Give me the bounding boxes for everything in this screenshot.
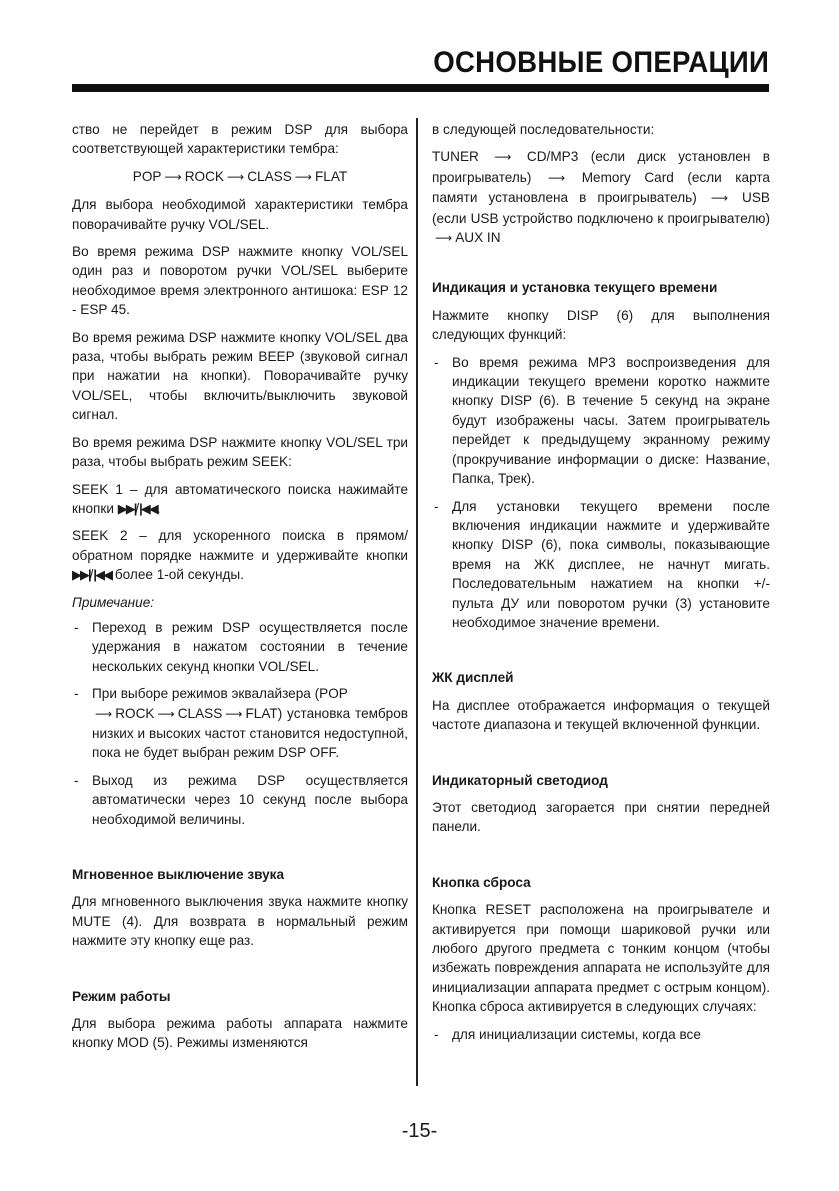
- mode-item: TUNER: [432, 149, 492, 165]
- mode-sequence: [432, 147, 770, 248]
- arrow-right-icon: ⟶: [226, 169, 245, 184]
- list-item: - Выход из режима DSP осуществляется автоматически через 10 секунд после выбора необходимой величины.: [74, 772, 408, 827]
- list-item-text: для инициализации системы, когда все: [452, 1026, 701, 1042]
- seq-item: ROCK: [115, 705, 155, 721]
- paragraph: Этот светодиод загорается при снятии передней панели.: [432, 799, 770, 835]
- reset-list: [432, 1025, 770, 1044]
- next-track-icon: ▶▶|: [117, 500, 136, 516]
- seek1-text: SEEK 1 – для автоматического поиска нажимайте кнопки: [72, 481, 408, 516]
- seq-item: ROCK: [184, 168, 224, 184]
- time-list: [432, 353, 770, 633]
- paragraph: Для выбора необходимой характеристики тембра поворачивайте ручку VOL/SEL.: [72, 197, 408, 232]
- seek2-text: SEEK 2 – для ускоренного поиска в прямом/обратном порядке нажмите и удерживайте кнопки: [72, 528, 408, 563]
- list-item-text: Переход в режим DSP осуществляется после удержания в нажатом состоянии в течение нескольких секунд кнопки VOL/SEL.: [92, 619, 408, 674]
- paragraph: Для мгновенного выключения звука нажмите кнопку MUTE (4). Для возврата в нормальный режим нажмите эту кнопку еще раз.: [72, 894, 408, 949]
- section-heading-mute: Мгновенное выключение звука: [72, 867, 285, 882]
- list-item: - При выборе режимов эквалайзера (POP ⟶ ROCK ⟶ CLASS ⟶ FLAT) установка тембров низких и высоких частот становится недоступной, пока не будет выбран режим DSP OFF.: [74, 686, 408, 761]
- note-list: [72, 618, 408, 829]
- seq-item: FLAT): [245, 705, 283, 721]
- arrow-right-icon: ⟶: [164, 169, 182, 184]
- mode-item: Memory Card (если карта памяти установлена в проигрыватель): [432, 169, 770, 206]
- paragraph: в следующей последовательности:: [432, 122, 655, 137]
- list-item-text: При выборе режимов эквалайзера (POP: [92, 686, 348, 702]
- section-heading-time: Индикация и установка текущего времени: [432, 280, 718, 296]
- list-item-text: Для установки текущего времени после включения индикации нажмите и удерживайте кнопку DISP (6), пока символы, показывающие время на ЖК дисплее, не начнут мигать. Последовательным нажатием на кнопки +/- пульта ДУ или поворотом ручки (3) установите необходимое значение времени.: [452, 498, 770, 630]
- paragraph: Во время режима DSP нажмите кнопку VOL/SEL три раза, чтобы выбрать режим SEEK:: [72, 434, 408, 470]
- paragraph: Во время режима DSP нажмите кнопку VOL/SEL два раза, чтобы выбрать режим BEEP (звуковой сигнал при нажатии на кнопки). Поворачивайте ручку VOL/SEL, чтобы включить/выключить звуковой сигнал.: [72, 329, 408, 423]
- list-item-text: Во время режима MP3 воспроизведения для индикации текущего времени коротко нажмите кнопку DISP (6). В течение 5 секунд на экране будут изображены часы. Затем проигрыватель перейдет к предыдущему экранному режиму (прокручивание информации о диске: Название, Папка, Трек).: [452, 354, 770, 487]
- previous-track-icon: |◀◀: [93, 567, 112, 583]
- mode-item: USB (если USB устройство подключено к проигрывателю): [432, 190, 770, 226]
- arrow-right-icon: ⟶: [547, 170, 566, 185]
- arrow-right-icon: ⟶: [225, 706, 243, 721]
- header-rule: [72, 84, 769, 92]
- list-item-text: установка тембров низких и высоких частот становится недоступной, пока не будет выбран режим DSP OFF.: [92, 705, 408, 761]
- list-item: - Переход в режим DSP осуществляется после удержания в нажатом состоянии в течение нескольких секунд кнопки VOL/SEL.: [74, 619, 408, 674]
- arrow-right-icon: ⟶: [95, 706, 113, 721]
- arrow-right-icon: ⟶: [294, 169, 312, 184]
- paragraph: SEEK 2 – для ускоренного поиска в прямом/обратном порядке нажмите и удерживайте кнопки ▶▶|/|◀◀ более 1-ой секунды.: [72, 528, 408, 583]
- list-item: - для инициализации системы, когда все: [434, 1026, 701, 1042]
- paragraph: SEEK 1 – для автоматического поиска нажимайте кнопки ▶▶|/|◀◀.: [72, 481, 408, 516]
- column-divider: [416, 118, 418, 1086]
- list-item: - Для установки текущего времени после включения индикации нажмите и удерживайте кнопку DISP (6), пока символы, показывающие время на ЖК дисплее, не начнут мигать. Последовательным нажатием на кнопки +/- пульта ДУ или поворотом ручки (3) установите необходимое значение времени.: [434, 498, 770, 630]
- previous-track-icon: |◀◀: [139, 500, 157, 516]
- section-heading-reset: Кнопка сброса: [432, 874, 531, 890]
- seek1-end: .: [156, 500, 161, 516]
- arrow-right-icon: ⟶: [710, 191, 729, 206]
- list-item: - Во время режима MP3 воспроизведения для индикации текущего времени коротко нажмите кнопку DISP (6). В течение 5 секунд на экране будут изображены часы. Затем проигрыватель перейдет к предыдущему экранному режиму (прокручивание информации о диске: Название, Папка, Трек).: [434, 354, 770, 487]
- next-track-icon: ▶▶|: [72, 567, 90, 583]
- seq-item: CLASS: [247, 168, 292, 184]
- paragraph: Для выбора режима работы аппарата нажмите кнопку MOD (5). Режимы изменяются: [72, 1016, 408, 1051]
- page-number: -15-: [401, 1120, 438, 1142]
- paragraph: Во время режима DSP нажмите кнопку VOL/SEL один раз и поворотом ручки VOL/SEL выберите необходимое время электронного антишока: ESP 12 - ESP 45.: [72, 244, 408, 318]
- mode-item: CD/MP3 (если диск установлен в проигрыватель): [432, 149, 770, 185]
- paragraph: Кнопка RESET расположена на проигрывателе и активируется при помощи шариковой ручки или любого другого предмета с тонким концом (чтобы избежать повреждения аппарата не используйте для инициализации аппарата предмет с острым концом). Кнопка сброса активируется в следующих случаях:: [432, 902, 770, 1015]
- arrow-right-icon: ⟶: [435, 231, 453, 246]
- paragraph: ство не перейдет в режим DSP для выбора соответствующей характеристики тембра:: [72, 122, 408, 157]
- page-title: ОСНОВНЫЕ ОПЕРАЦИИ: [433, 46, 769, 79]
- paragraph: Нажмите кнопку DISP (6) для выполнения следующих функций:: [432, 307, 770, 343]
- right-column: [432, 120, 770, 1052]
- seq-item: FLAT: [314, 168, 348, 184]
- section-heading-lcd: ЖК дисплей: [432, 670, 514, 686]
- dsp-sequence: [72, 167, 408, 187]
- left-column: [72, 120, 408, 1061]
- section-heading-mode: Режим работы: [72, 988, 171, 1004]
- section-heading-led: Индикаторный светодиод: [432, 772, 608, 788]
- note-label: Примечание:: [72, 594, 155, 610]
- arrow-right-icon: ⟶: [157, 706, 175, 721]
- paragraph: На дисплее отображается информация о текущей частоте диапазона и текущей включенной функции.: [432, 697, 770, 733]
- seek2-end: более 1-ой секунды.: [111, 567, 244, 583]
- arrow-right-icon: ⟶: [494, 150, 512, 165]
- seq-item: CLASS: [177, 705, 223, 721]
- list-item-text: Выход из режима DSP осуществляется автоматически через 10 секунд после выбора необходимой величины.: [92, 772, 408, 827]
- mode-item: AUX IN: [455, 230, 501, 246]
- seq-item: POP: [132, 168, 162, 184]
